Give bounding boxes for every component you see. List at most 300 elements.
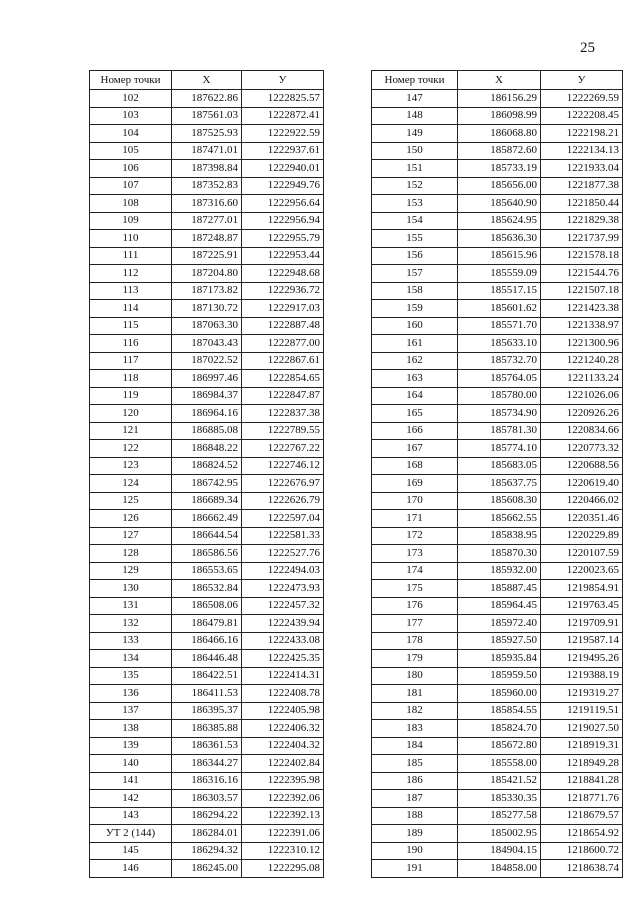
table-row — [372, 405, 623, 423]
point-number-cell: 160 — [372, 317, 458, 335]
x-coordinate-cell: 185780.00 — [458, 387, 541, 405]
table-row — [90, 790, 324, 808]
x-coordinate-cell: 184858.00 — [458, 860, 541, 878]
table-row — [372, 790, 623, 808]
table-row — [372, 282, 623, 300]
table-row — [90, 562, 324, 580]
point-number-cell: 135 — [90, 667, 172, 685]
point-number-cell: 139 — [90, 737, 172, 755]
y-coordinate-cell: 1219388.19 — [541, 667, 623, 685]
x-coordinate-cell: 185636.30 — [458, 230, 541, 248]
y-coordinate-cell: 1220834.66 — [541, 422, 623, 440]
point-number-cell: 171 — [372, 510, 458, 528]
x-coordinate-cell: 185854.55 — [458, 702, 541, 720]
y-coordinate-cell: 1222402.84 — [242, 755, 324, 773]
point-number-cell: 118 — [90, 370, 172, 388]
x-coordinate-cell: 185781.30 — [458, 422, 541, 440]
table-row — [372, 387, 623, 405]
y-coordinate-cell: 1222746.12 — [242, 457, 324, 475]
y-coordinate-cell: 1218638.74 — [541, 860, 623, 878]
x-coordinate-cell: 185932.00 — [458, 562, 541, 580]
table-row — [372, 667, 623, 685]
point-number-cell: 184 — [372, 737, 458, 755]
point-number-cell: 158 — [372, 282, 458, 300]
y-coordinate-cell: 1222391.06 — [242, 825, 324, 843]
point-number-cell: 146 — [90, 860, 172, 878]
coordinates-table-right — [371, 70, 623, 878]
table-row — [90, 195, 324, 213]
point-number-cell: 167 — [372, 440, 458, 458]
x-coordinate-cell: 186344.27 — [172, 755, 242, 773]
x-coordinate-cell: 185683.05 — [458, 457, 541, 475]
y-coordinate-cell: 1222767.22 — [242, 440, 324, 458]
table-row — [372, 107, 623, 125]
y-coordinate-cell: 1220466.02 — [541, 492, 623, 510]
x-coordinate-cell: 187471.01 — [172, 142, 242, 160]
point-number-cell: 166 — [372, 422, 458, 440]
coordinates-table-left — [89, 70, 324, 878]
point-number-cell: 183 — [372, 720, 458, 738]
table-row — [90, 475, 324, 493]
x-coordinate-cell: 187398.84 — [172, 160, 242, 178]
table-row — [372, 615, 623, 633]
x-coordinate-cell: 185662.55 — [458, 510, 541, 528]
x-coordinate-cell: 187622.86 — [172, 90, 242, 108]
y-coordinate-cell: 1222936.72 — [242, 282, 324, 300]
x-coordinate-cell: 186422.51 — [172, 667, 242, 685]
table-row — [90, 160, 324, 178]
x-coordinate-cell: 185656.00 — [458, 177, 541, 195]
table-row — [90, 212, 324, 230]
y-coordinate-cell: 1218919.31 — [541, 737, 623, 755]
y-coordinate-cell: 1222581.33 — [242, 527, 324, 545]
y-coordinate-cell: 1222917.03 — [242, 300, 324, 318]
y-coordinate-cell: 1220619.40 — [541, 475, 623, 493]
point-number-cell: 147 — [372, 90, 458, 108]
header-point-number: Номер точки — [372, 71, 458, 90]
y-coordinate-cell: 1222922.59 — [242, 125, 324, 143]
x-coordinate-cell: 185559.09 — [458, 265, 541, 283]
table-row — [372, 300, 623, 318]
table-row — [90, 370, 324, 388]
x-coordinate-cell: 186245.00 — [172, 860, 242, 878]
y-coordinate-cell: 1222414.31 — [242, 667, 324, 685]
point-number-cell: 182 — [372, 702, 458, 720]
y-coordinate-cell: 1219027.50 — [541, 720, 623, 738]
x-coordinate-cell: 187352.83 — [172, 177, 242, 195]
x-coordinate-cell: 186411.53 — [172, 685, 242, 703]
y-coordinate-cell: 1222877.00 — [242, 335, 324, 353]
y-coordinate-cell: 1222953.44 — [242, 247, 324, 265]
point-number-cell: 109 — [90, 212, 172, 230]
table-row — [372, 772, 623, 790]
table-row — [372, 650, 623, 668]
x-coordinate-cell: 187173.82 — [172, 282, 242, 300]
y-coordinate-cell: 1222949.76 — [242, 177, 324, 195]
table-row — [372, 440, 623, 458]
point-number-cell: 120 — [90, 405, 172, 423]
table-row — [90, 825, 324, 843]
point-number-cell: 124 — [90, 475, 172, 493]
y-coordinate-cell: 1221850.44 — [541, 195, 623, 213]
table-row — [90, 440, 324, 458]
table-row — [372, 317, 623, 335]
table-row — [90, 527, 324, 545]
x-coordinate-cell: 186689.34 — [172, 492, 242, 510]
x-coordinate-cell: 185824.70 — [458, 720, 541, 738]
y-coordinate-cell: 1222494.03 — [242, 562, 324, 580]
point-number-cell: 137 — [90, 702, 172, 720]
table-row — [90, 755, 324, 773]
table-row — [372, 160, 623, 178]
point-number-cell: 161 — [372, 335, 458, 353]
point-number-cell: 126 — [90, 510, 172, 528]
point-number-cell: 162 — [372, 352, 458, 370]
y-coordinate-cell: 1221300.96 — [541, 335, 623, 353]
point-number-cell: 121 — [90, 422, 172, 440]
x-coordinate-cell: 185935.84 — [458, 650, 541, 668]
table-row — [372, 562, 623, 580]
x-coordinate-cell: 186662.49 — [172, 510, 242, 528]
point-number-cell: 133 — [90, 632, 172, 650]
x-coordinate-cell: 185774.10 — [458, 440, 541, 458]
table-row — [90, 580, 324, 598]
x-coordinate-cell: 187022.52 — [172, 352, 242, 370]
y-coordinate-cell: 1222457.32 — [242, 597, 324, 615]
point-number-cell: 119 — [90, 387, 172, 405]
y-coordinate-cell: 1219854.91 — [541, 580, 623, 598]
x-coordinate-cell: 185601.62 — [458, 300, 541, 318]
x-coordinate-cell: 185002.95 — [458, 825, 541, 843]
point-number-cell: 187 — [372, 790, 458, 808]
point-number-cell: 140 — [90, 755, 172, 773]
y-coordinate-cell: 1221240.28 — [541, 352, 623, 370]
point-number-cell: 153 — [372, 195, 458, 213]
point-number-cell: 125 — [90, 492, 172, 510]
point-number-cell: 170 — [372, 492, 458, 510]
table-row — [372, 335, 623, 353]
point-number-cell: 156 — [372, 247, 458, 265]
point-number-cell: 127 — [90, 527, 172, 545]
point-number-cell: 136 — [90, 685, 172, 703]
x-coordinate-cell: 187063.30 — [172, 317, 242, 335]
table-row — [90, 492, 324, 510]
x-coordinate-cell: 187043.43 — [172, 335, 242, 353]
page-number: 25 — [580, 40, 595, 56]
point-number-cell: 129 — [90, 562, 172, 580]
point-number-cell: 189 — [372, 825, 458, 843]
x-coordinate-cell: 187316.60 — [172, 195, 242, 213]
header-y: У — [242, 71, 324, 90]
x-coordinate-cell: 186395.37 — [172, 702, 242, 720]
y-coordinate-cell: 1222295.08 — [242, 860, 324, 878]
point-number-cell: 152 — [372, 177, 458, 195]
x-coordinate-cell: 186361.53 — [172, 737, 242, 755]
table-header-row — [90, 71, 324, 90]
x-coordinate-cell: 184904.15 — [458, 842, 541, 860]
y-coordinate-cell: 1222937.61 — [242, 142, 324, 160]
y-coordinate-cell: 1219319.27 — [541, 685, 623, 703]
point-number-cell: 169 — [372, 475, 458, 493]
point-number-cell: 108 — [90, 195, 172, 213]
x-coordinate-cell: 186446.48 — [172, 650, 242, 668]
table-row — [90, 772, 324, 790]
point-number-cell: 141 — [90, 772, 172, 790]
y-coordinate-cell: 1218600.72 — [541, 842, 623, 860]
table-row — [372, 457, 623, 475]
y-coordinate-cell: 1219709.91 — [541, 615, 623, 633]
table-row — [372, 177, 623, 195]
table-row — [372, 90, 623, 108]
table-row — [372, 212, 623, 230]
table-row — [372, 510, 623, 528]
x-coordinate-cell: 186553.65 — [172, 562, 242, 580]
table-header-row — [372, 71, 623, 90]
point-number-cell: 134 — [90, 650, 172, 668]
x-coordinate-cell: 185972.40 — [458, 615, 541, 633]
y-coordinate-cell: 1221133.24 — [541, 370, 623, 388]
point-number-cell: 111 — [90, 247, 172, 265]
x-coordinate-cell: 186984.37 — [172, 387, 242, 405]
x-coordinate-cell: 186294.22 — [172, 807, 242, 825]
table-row — [90, 300, 324, 318]
x-coordinate-cell: 185764.05 — [458, 370, 541, 388]
x-coordinate-cell: 186824.52 — [172, 457, 242, 475]
point-number-cell: 159 — [372, 300, 458, 318]
point-number-cell: 186 — [372, 772, 458, 790]
x-coordinate-cell: 185734.90 — [458, 405, 541, 423]
y-coordinate-cell: 1221026.06 — [541, 387, 623, 405]
y-coordinate-cell: 1222405.98 — [242, 702, 324, 720]
table-row — [372, 247, 623, 265]
point-number-cell: 149 — [372, 125, 458, 143]
table-row — [90, 597, 324, 615]
x-coordinate-cell: 185421.52 — [458, 772, 541, 790]
table-row — [90, 282, 324, 300]
table-row — [372, 125, 623, 143]
x-coordinate-cell: 186156.29 — [458, 90, 541, 108]
y-coordinate-cell: 1222439.94 — [242, 615, 324, 633]
x-coordinate-cell: 185872.60 — [458, 142, 541, 160]
point-number-cell: 122 — [90, 440, 172, 458]
y-coordinate-cell: 1222867.61 — [242, 352, 324, 370]
point-number-cell: 130 — [90, 580, 172, 598]
point-number-cell: 178 — [372, 632, 458, 650]
table-row — [372, 352, 623, 370]
y-coordinate-cell: 1222955.79 — [242, 230, 324, 248]
y-coordinate-cell: 1222956.94 — [242, 212, 324, 230]
header-x: Х — [172, 71, 242, 90]
point-number-cell: 174 — [372, 562, 458, 580]
table-row — [372, 842, 623, 860]
x-coordinate-cell: 187204.80 — [172, 265, 242, 283]
point-number-cell: 103 — [90, 107, 172, 125]
point-number-cell: 188 — [372, 807, 458, 825]
x-coordinate-cell: 186316.16 — [172, 772, 242, 790]
y-coordinate-cell: 1222392.06 — [242, 790, 324, 808]
y-coordinate-cell: 1220926.26 — [541, 405, 623, 423]
table-row — [90, 247, 324, 265]
point-number-cell: 165 — [372, 405, 458, 423]
table-row — [372, 475, 623, 493]
table-row — [372, 860, 623, 878]
y-coordinate-cell: 1221338.97 — [541, 317, 623, 335]
table-row — [372, 737, 623, 755]
y-coordinate-cell: 1222310.12 — [242, 842, 324, 860]
x-coordinate-cell: 185637.75 — [458, 475, 541, 493]
point-number-cell: 163 — [372, 370, 458, 388]
x-coordinate-cell: 186997.46 — [172, 370, 242, 388]
y-coordinate-cell: 1222269.59 — [541, 90, 623, 108]
y-coordinate-cell: 1219587.14 — [541, 632, 623, 650]
y-coordinate-cell: 1221544.76 — [541, 265, 623, 283]
y-coordinate-cell: 1218654.92 — [541, 825, 623, 843]
point-number-cell: 151 — [372, 160, 458, 178]
y-coordinate-cell: 1220351.46 — [541, 510, 623, 528]
table-row — [90, 807, 324, 825]
point-number-cell: 191 — [372, 860, 458, 878]
point-number-cell: 117 — [90, 352, 172, 370]
x-coordinate-cell: 187561.03 — [172, 107, 242, 125]
y-coordinate-cell: 1222406.32 — [242, 720, 324, 738]
x-coordinate-cell: 186848.22 — [172, 440, 242, 458]
table-row — [90, 545, 324, 563]
x-coordinate-cell: 185571.70 — [458, 317, 541, 335]
table-row — [90, 405, 324, 423]
table-row — [90, 90, 324, 108]
x-coordinate-cell: 185517.15 — [458, 282, 541, 300]
y-coordinate-cell: 1221737.99 — [541, 230, 623, 248]
y-coordinate-cell: 1222473.93 — [242, 580, 324, 598]
y-coordinate-cell: 1221877.38 — [541, 177, 623, 195]
point-number-cell: 143 — [90, 807, 172, 825]
y-coordinate-cell: 1222404.32 — [242, 737, 324, 755]
y-coordinate-cell: 1222948.68 — [242, 265, 324, 283]
point-number-cell: УТ 2 (144) — [90, 825, 172, 843]
y-coordinate-cell: 1222134.13 — [541, 142, 623, 160]
x-coordinate-cell: 185887.45 — [458, 580, 541, 598]
point-number-cell: 148 — [372, 107, 458, 125]
point-number-cell: 177 — [372, 615, 458, 633]
y-coordinate-cell: 1222395.98 — [242, 772, 324, 790]
x-coordinate-cell: 186385.88 — [172, 720, 242, 738]
point-number-cell: 105 — [90, 142, 172, 160]
point-number-cell: 181 — [372, 685, 458, 703]
point-number-cell: 168 — [372, 457, 458, 475]
y-coordinate-cell: 1220107.59 — [541, 545, 623, 563]
y-coordinate-cell: 1220229.89 — [541, 527, 623, 545]
y-coordinate-cell: 1218679.57 — [541, 807, 623, 825]
x-coordinate-cell: 185870.30 — [458, 545, 541, 563]
y-coordinate-cell: 1220023.65 — [541, 562, 623, 580]
y-coordinate-cell: 1222433.08 — [242, 632, 324, 650]
point-number-cell: 185 — [372, 755, 458, 773]
point-number-cell: 104 — [90, 125, 172, 143]
y-coordinate-cell: 1222597.04 — [242, 510, 324, 528]
x-coordinate-cell: 186303.57 — [172, 790, 242, 808]
point-number-cell: 113 — [90, 282, 172, 300]
x-coordinate-cell: 187130.72 — [172, 300, 242, 318]
x-coordinate-cell: 186479.81 — [172, 615, 242, 633]
header-y: У — [541, 71, 623, 90]
y-coordinate-cell: 1222676.97 — [242, 475, 324, 493]
y-coordinate-cell: 1219495.26 — [541, 650, 623, 668]
point-number-cell: 176 — [372, 597, 458, 615]
x-coordinate-cell: 185615.96 — [458, 247, 541, 265]
x-coordinate-cell: 187225.91 — [172, 247, 242, 265]
y-coordinate-cell: 1218949.28 — [541, 755, 623, 773]
table-row — [90, 230, 324, 248]
x-coordinate-cell: 185964.45 — [458, 597, 541, 615]
table-row — [90, 632, 324, 650]
point-number-cell: 110 — [90, 230, 172, 248]
x-coordinate-cell: 186644.54 — [172, 527, 242, 545]
x-coordinate-cell: 185633.10 — [458, 335, 541, 353]
table-row — [372, 702, 623, 720]
table-row — [372, 545, 623, 563]
x-coordinate-cell: 186098.99 — [458, 107, 541, 125]
x-coordinate-cell: 186294.32 — [172, 842, 242, 860]
point-number-cell: 114 — [90, 300, 172, 318]
x-coordinate-cell: 187248.87 — [172, 230, 242, 248]
y-coordinate-cell: 1222425.35 — [242, 650, 324, 668]
table-row — [90, 650, 324, 668]
point-number-cell: 106 — [90, 160, 172, 178]
point-number-cell: 115 — [90, 317, 172, 335]
x-coordinate-cell: 185732.70 — [458, 352, 541, 370]
x-coordinate-cell: 186508.06 — [172, 597, 242, 615]
point-number-cell: 107 — [90, 177, 172, 195]
table-row — [372, 632, 623, 650]
x-coordinate-cell: 185608.30 — [458, 492, 541, 510]
point-number-cell: 164 — [372, 387, 458, 405]
table-row — [90, 720, 324, 738]
header-x: Х — [458, 71, 541, 90]
table-row — [90, 842, 324, 860]
x-coordinate-cell: 186068.80 — [458, 125, 541, 143]
table-row — [372, 492, 623, 510]
y-coordinate-cell: 1218841.28 — [541, 772, 623, 790]
y-coordinate-cell: 1222847.87 — [242, 387, 324, 405]
point-number-cell: 142 — [90, 790, 172, 808]
table-row — [90, 335, 324, 353]
y-coordinate-cell: 1222208.45 — [541, 107, 623, 125]
y-coordinate-cell: 1222956.64 — [242, 195, 324, 213]
table-row — [90, 667, 324, 685]
y-coordinate-cell: 1222527.76 — [242, 545, 324, 563]
table-row — [372, 422, 623, 440]
table-row — [372, 685, 623, 703]
table-row — [90, 702, 324, 720]
x-coordinate-cell: 186284.01 — [172, 825, 242, 843]
point-number-cell: 123 — [90, 457, 172, 475]
table-row — [90, 387, 324, 405]
table-row — [90, 860, 324, 878]
x-coordinate-cell: 186586.56 — [172, 545, 242, 563]
point-number-cell: 128 — [90, 545, 172, 563]
point-number-cell: 173 — [372, 545, 458, 563]
y-coordinate-cell: 1222872.41 — [242, 107, 324, 125]
x-coordinate-cell: 186742.95 — [172, 475, 242, 493]
point-number-cell: 154 — [372, 212, 458, 230]
y-coordinate-cell: 1222408.78 — [242, 685, 324, 703]
table-row — [372, 755, 623, 773]
point-number-cell: 175 — [372, 580, 458, 598]
y-coordinate-cell: 1221423.38 — [541, 300, 623, 318]
table-row — [372, 230, 623, 248]
x-coordinate-cell: 185838.95 — [458, 527, 541, 545]
y-coordinate-cell: 1222887.48 — [242, 317, 324, 335]
